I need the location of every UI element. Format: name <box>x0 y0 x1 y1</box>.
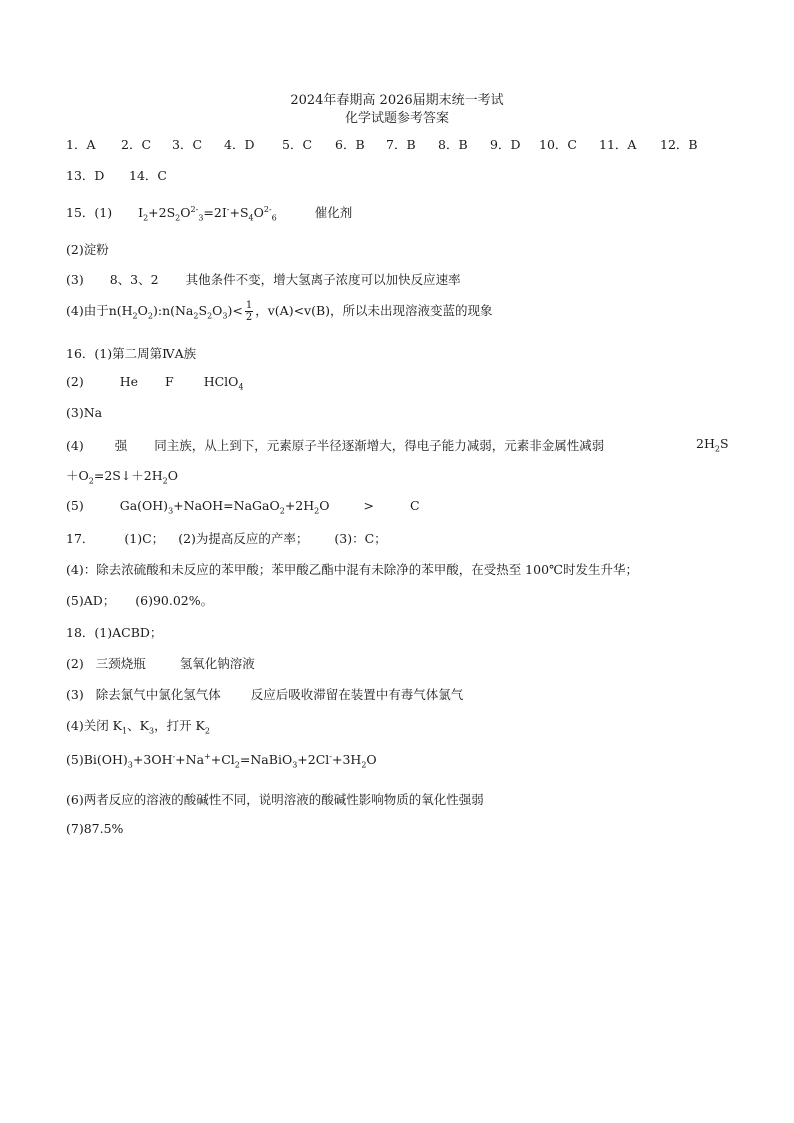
q16-part4: (4) 强 同主族，从上到下，元素原子半径逐渐增大，得电子能力减弱，元素非金属性减弱 $2H_2S$ <box>66 436 729 454</box>
q15-part1: 15．(1) $I_2+2S_2O^{2-}_3=2I^-+S_4O^{2-}_6$ 催化剂 <box>66 204 353 223</box>
mc-answer: 5．C <box>282 137 313 152</box>
q16-equation-start: $2H_2S$ <box>696 436 729 454</box>
mc-answers-row-2 <box>66 166 179 184</box>
q15-part2: (2)淀粉 <box>66 242 109 257</box>
q17-part1: 17． (1)C； (2)为提高反应的产率； (3)：C； <box>66 531 387 546</box>
q16-part1: 16．(1)第二周第ⅣA族 <box>66 346 197 361</box>
q18-part7: (7)87.5% <box>66 821 124 836</box>
mc-answer: 11．A <box>599 137 637 152</box>
page-title: 2024年春期高 2026届期末统一考试 <box>290 93 504 108</box>
q15-equation: $I_2+2S_2O^{2-}_3=2I^-+S_4O^{2-}_6$ <box>138 204 277 223</box>
q18-part5: $(5)Bi(OH)_3+3OH^-+Na^++Cl_2=NaBiO_3+2Cl^-+3H_2O$ <box>66 751 377 770</box>
q15-part4: (4)由于$n(H_2O_2):n(Na_2S_2O_3)<$ $\frac{1}{2}$ ，v(A)<v(B)，所以未出现溶液变蓝的现象 <box>66 300 493 323</box>
mc-answer: 1．A <box>66 137 96 152</box>
mc-answer: 6．B <box>335 137 365 152</box>
q15-catalyst: 催化剂 <box>314 205 353 220</box>
q16-part5: (5) $Ga(OH)_3+NaOH=NaGaO_2+2H_2O > C$ <box>66 498 420 516</box>
mc-answer: 7．B <box>386 137 416 152</box>
mc-answer: 14．C <box>129 168 167 183</box>
q17-part5: (5)AD； (6)90.02%。 <box>66 593 214 608</box>
q18-part4: (4)关闭 $K_1$、$K_3$，打开 $K_2$ <box>66 718 210 736</box>
q17-part4: (4)：除去浓硫酸和未反应的苯甲酸；苯甲酸乙酯中混有未除净的苯甲酸，在受热至 100℃时发生升华； <box>66 562 639 577</box>
q16-part3: (3)Na <box>66 405 103 420</box>
q16-part2: (2) He F HClO$_4$ <box>66 374 244 392</box>
mc-answer: 13．D <box>66 168 105 183</box>
q16-part4-cont: $+O_2=2S↓+2H_2O$ <box>66 468 179 486</box>
mc-answers-row-1 <box>66 135 700 153</box>
mc-answer: 3．C <box>172 137 203 152</box>
q18-part2: (2) 三颈烧瓶 氢氧化钠溶液 <box>66 656 255 671</box>
mc-answer: 8．B <box>438 137 468 152</box>
page-subtitle: 化学试题参考答案 <box>344 111 449 126</box>
mc-answer: 4．D <box>224 137 255 152</box>
mc-answer: 9．D <box>490 137 521 152</box>
q18-part6: (6)两者反应的溶液的酸碱性不同，说明溶液的酸碱性影响物质的氧化性强弱 <box>66 792 484 807</box>
q18-part1: 18．(1)ACBD； <box>66 625 163 640</box>
mc-answer: 2．C <box>121 137 152 152</box>
q18-part3: (3) 除去氯气中氯化氢气体 反应后吸收滞留在装置中有毒气体氯气 <box>66 687 464 702</box>
mc-answer: 10．C <box>539 137 577 152</box>
q15-part3: (3) 8、3、2 其他条件不变，增大氢离子浓度可以加快反应速率 <box>66 272 461 287</box>
mc-answer: 12．B <box>660 137 698 152</box>
fraction: $\frac{1}{2}$ <box>245 300 253 323</box>
